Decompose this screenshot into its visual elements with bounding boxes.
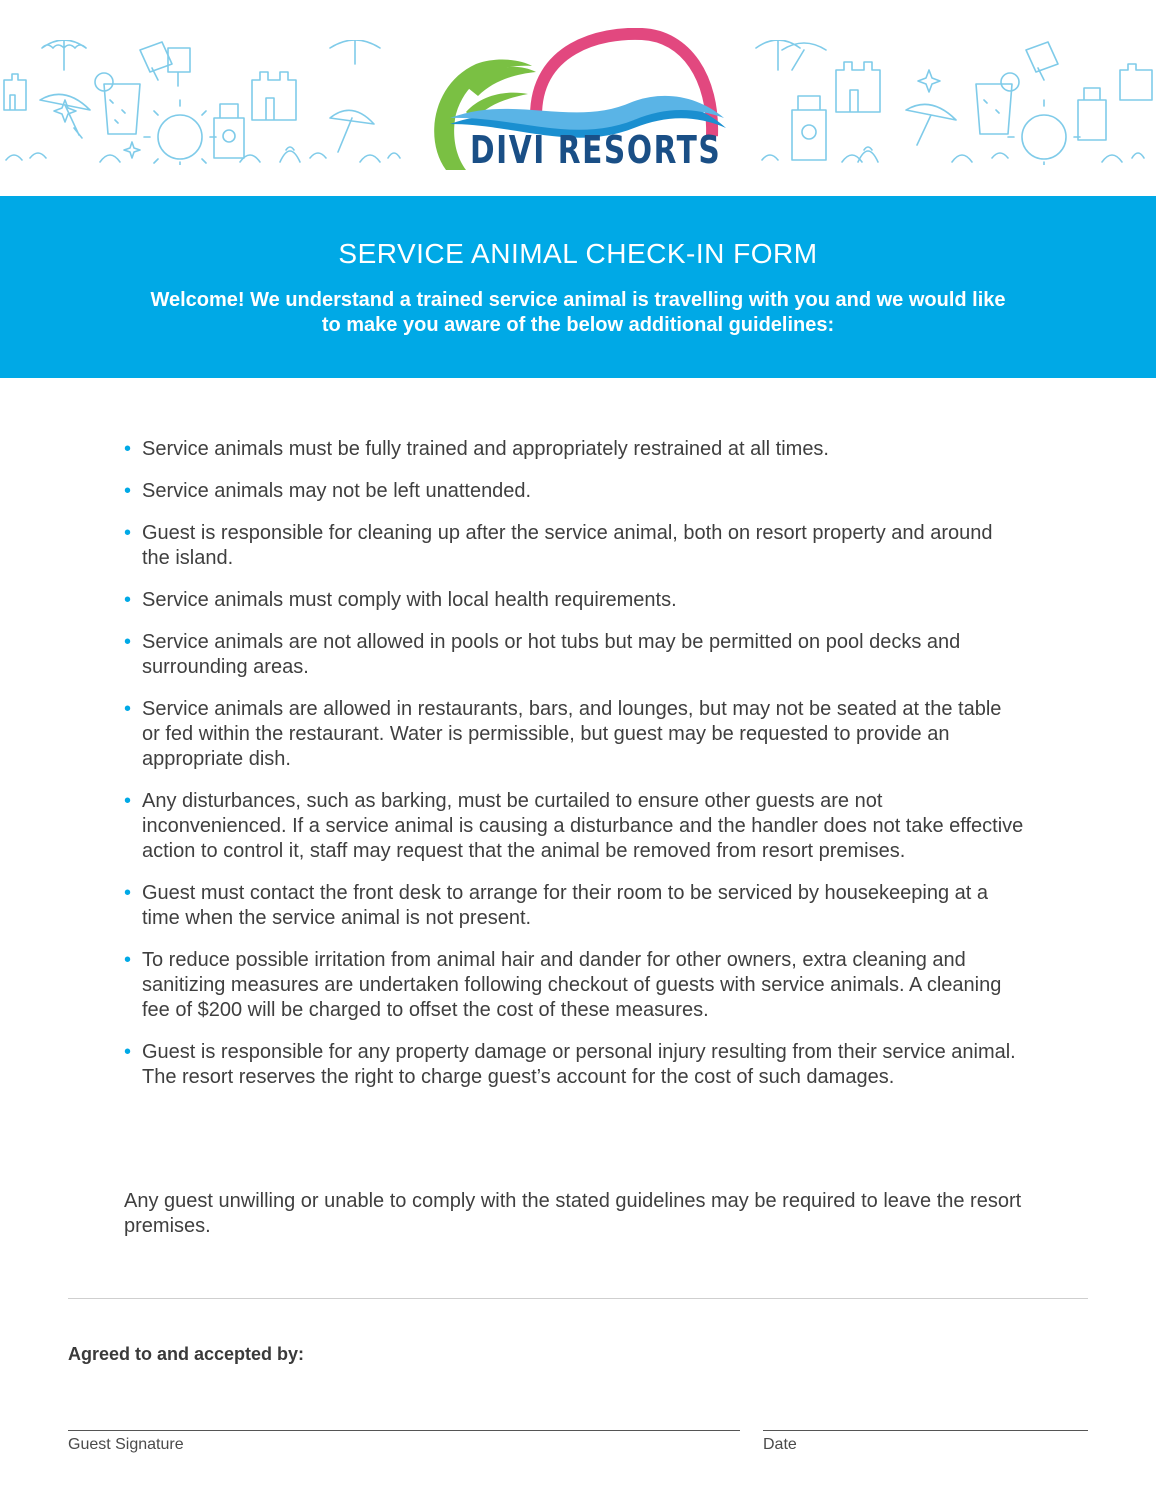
sunscreen-icon (792, 96, 826, 160)
beach-bag-icon (280, 147, 300, 162)
list-item (124, 948, 1024, 1023)
guideline-text: Service animals are not allowed in pools or hot tubs but may be permitted on pool decks and surrounding areas. (142, 631, 961, 678)
popsicle-icon (1026, 42, 1058, 80)
sandcastle-icon (1120, 64, 1152, 100)
list-item (124, 697, 1024, 772)
guidelines-list (124, 437, 1024, 1107)
intro-text: Welcome! We understand a trained service animal is travelling with you and we would like to make you aware of the below additional guidelines: (150, 289, 1006, 336)
umbrella-icon (330, 40, 380, 64)
guideline-text: To reduce possible irritation from animal hair and dander for other owners, extra cleaning and sanitizing measures are undertaken following checkout of guests with service animals. A cleaning fee of $200 will be charged to offset the cost of these measures. (142, 949, 1002, 1021)
guest-signature-line[interactable] (68, 1430, 740, 1431)
guideline-text: Any disturbances, such as barking, must be curtailed to ensure other guests are not inconvenienced. If a service animal is causing a disturbance and the handler does not take effective action to control it, staff may request that the animal be removed from resort premises. (142, 790, 1024, 862)
bullet-icon: • (124, 698, 132, 720)
sun-icon (1008, 100, 1080, 165)
umbrella-icon (330, 110, 374, 152)
beach-pattern-right (752, 40, 1156, 165)
guideline-text: Service animals may not be left unattended. (142, 480, 532, 502)
beach-pattern-left (0, 40, 405, 165)
date-label: Date (763, 1436, 797, 1453)
bullet-icon: • (124, 589, 132, 611)
bullet-icon: • (124, 882, 132, 904)
header-band (0, 0, 1156, 196)
bullet-icon: • (124, 949, 132, 971)
section-divider (68, 1298, 1088, 1299)
guideline-text: Service animals must be fully trained and appropriately restrained at all times. (142, 438, 829, 460)
umbrella-icon (906, 104, 956, 145)
list-item (124, 479, 1024, 504)
bullet-icon: • (124, 1041, 132, 1063)
guest-signature-label: Guest Signature (68, 1436, 184, 1453)
list-item (124, 521, 1024, 571)
guideline-text: Service animals must comply with local health requirements. (142, 589, 677, 611)
form-title: SERVICE ANIMAL CHECK-IN FORM (338, 238, 818, 269)
sparkle-icon (124, 142, 140, 158)
lemonade-icon (976, 73, 1019, 134)
list-item (124, 630, 1024, 680)
list-item (124, 437, 1024, 462)
date-line[interactable] (763, 1430, 1088, 1431)
bullet-icon: • (124, 631, 132, 653)
list-item (124, 588, 1024, 613)
guideline-text: Guest is responsible for any property damage or personal injury resulting from their service animal. The resort reserves the right to charge guest’s account for the cost of such damages. (142, 1041, 1016, 1088)
list-item (124, 789, 1024, 864)
umbrella-icon (782, 43, 826, 70)
popsicle-icon (168, 48, 190, 86)
list-item (124, 1040, 1024, 1090)
guideline-text: Guest is responsible for cleaning up after the service animal, both on resort property and around the island. (142, 522, 993, 569)
bullet-icon: • (124, 438, 132, 460)
umbrella-icon (42, 40, 86, 70)
sandcastle-icon (252, 72, 296, 120)
sandcastle-icon (836, 62, 880, 112)
bullet-icon: • (124, 480, 132, 502)
sunscreen-icon (214, 104, 244, 158)
sandcastle-icon (4, 74, 26, 110)
lemonade-icon (95, 73, 140, 134)
logo-wordmark: DIVI RESORTS (470, 128, 722, 172)
guideline-text: Service animals are allowed in restaurants, bars, and lounges, but may not be seated at the table or fed within the restaurant. Water is permissible, but guest may be requested to provide an appropriate dish. (142, 698, 1002, 770)
agreement-heading: Agreed to and accepted by: (68, 1344, 305, 1364)
closing-statement: Any guest unwilling or unable to comply with the stated guidelines may be required to leave the resort premises. (124, 1190, 1022, 1237)
bullet-icon: • (124, 522, 132, 544)
title-banner (0, 196, 1156, 378)
sun-icon (144, 100, 216, 165)
bullet-icon: • (124, 790, 132, 812)
guideline-text: Guest must contact the front desk to arrange for their room to be serviced by housekeeping at a time when the service animal is not present. (142, 882, 989, 929)
sparkle-icon (918, 70, 940, 92)
list-item (124, 881, 1024, 931)
sunscreen-icon (1078, 88, 1106, 140)
